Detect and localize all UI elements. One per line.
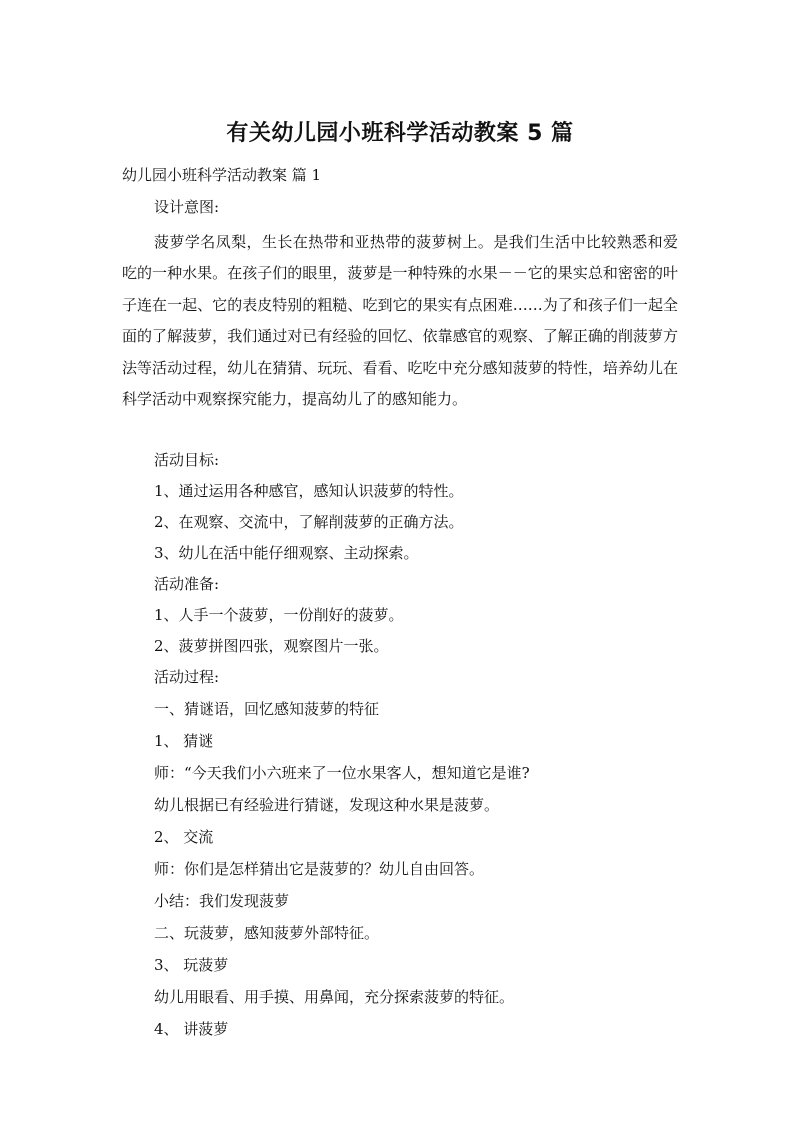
goal-item-3: 3、幼儿在活中能仔细观察、主动探索。 — [154, 544, 419, 562]
design-heading: 设计意图: — [154, 198, 220, 216]
prep-item-2: 2、菠萝拼图四张，观察图片一张。 — [154, 637, 389, 655]
section-heading: 幼儿园小班科学活动教案 篇 1 — [122, 166, 322, 184]
prep-heading: 活动准备: — [154, 575, 220, 593]
process-substep-talk: 4、 讲菠萝 — [154, 1020, 229, 1038]
goal-item-1: 1、通过运用各种感官，感知认识菠萝的特性。 — [154, 482, 464, 500]
prep-item-1: 1、人手一个菠萝，一份削好的菠萝。 — [154, 606, 404, 624]
teacher-line-2: 师：你们是怎样猜出它是菠萝的？幼儿自由回答。 — [154, 860, 485, 878]
process-heading: 活动过程: — [154, 668, 220, 686]
goals-heading: 活动目标: — [154, 451, 220, 469]
process-substep-guess: 1、 猜谜 — [154, 732, 214, 750]
process-substep-play: 3、 玩菠萝 — [154, 956, 229, 974]
document-title: 有关幼儿园小班科学活动教案 5 篇 — [226, 121, 574, 146]
children-line-2: 幼儿用眼看、用手摸、用鼻闻，充分探索菠萝的特征。 — [154, 988, 515, 1006]
process-step-1: 一、猜谜语，回忆感知菠萝的特征 — [154, 700, 380, 718]
goal-item-2: 2、在观察、交流中，了解削菠萝的正确方法。 — [154, 513, 464, 531]
process-step-2: 二、玩菠萝，感知菠萝外部特征。 — [154, 924, 380, 942]
design-paragraph: 菠萝学名凤梨，生长在热带和亚热带的菠萝树上。是我们生活中比较熟悉和爱吃的一种水果。在孩子们的眼里，菠萝是一种特殊的水果－－它的果实总和密密的叶子连在一起、它的表皮特别的粗糙、吃到它的果实有点困难……为了和孩子们一起全面的了解菠萝，我们通过对已有经验的回忆、依靠感官的观察、了解正确的削菠萝方法等活动过程，幼儿在猜猜、玩玩、看看、吃吃中充分感知菠萝的特性，培养幼儿在科学活动中观察探究能力，提高幼儿了的感知能力。 — [122, 233, 678, 409]
summary-line-1: 小结：我们发现菠萝 — [154, 892, 290, 910]
process-substep-exchange: 2、 交流 — [154, 828, 214, 846]
children-line-1: 幼儿根据已有经验进行猜谜，发现这种水果是菠萝。 — [154, 796, 500, 814]
teacher-line-1: 师：“今天我们小六班来了一位水果客人，想知道它是谁? — [154, 764, 530, 782]
